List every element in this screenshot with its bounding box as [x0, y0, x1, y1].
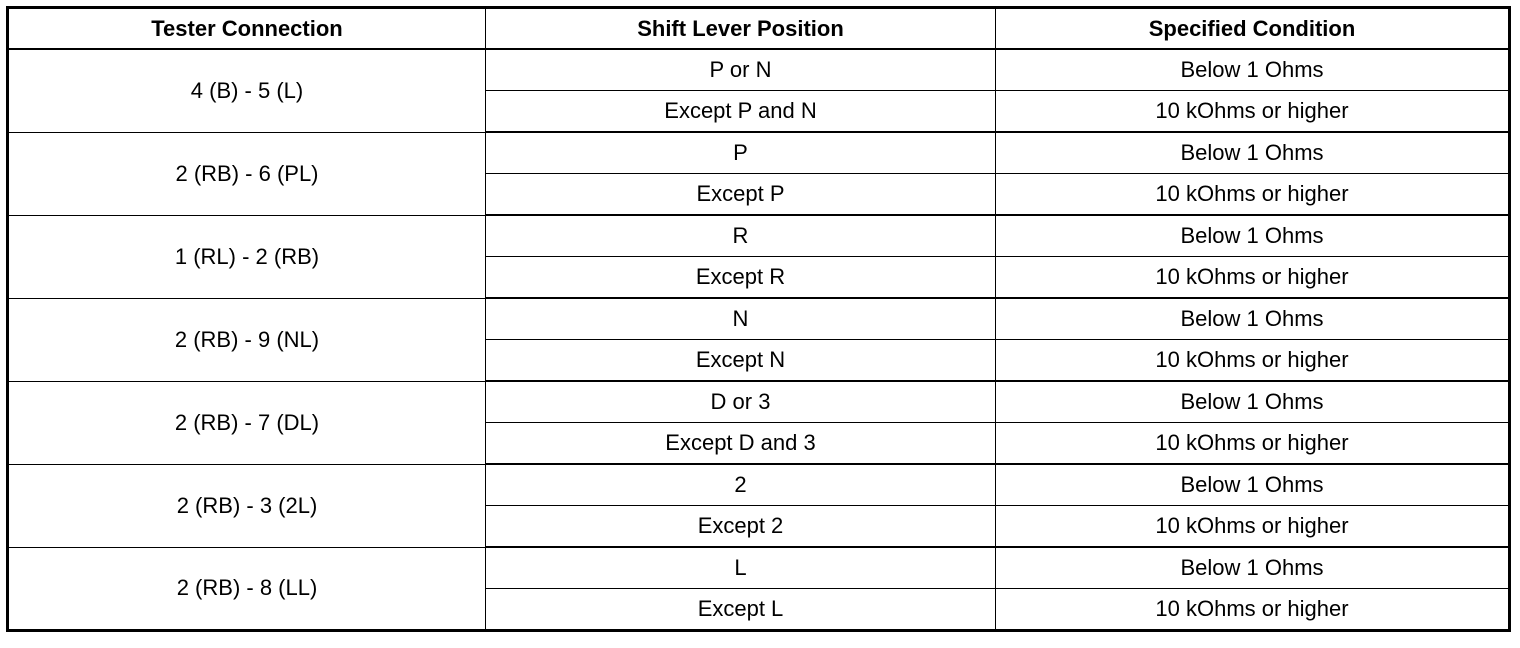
shift-lever-position-cell: N — [486, 298, 996, 340]
specified-condition-cell: 10 kOhms or higher — [996, 91, 1510, 133]
specified-condition-cell: 10 kOhms or higher — [996, 174, 1510, 216]
shift-lever-position-cell: Except N — [486, 340, 996, 382]
specified-condition-cell: Below 1 Ohms — [996, 132, 1510, 174]
shift-lever-position-cell: 2 — [486, 464, 996, 506]
column-header-specified-condition: Specified Condition — [996, 8, 1510, 50]
tester-connection-cell: 2 (RB) - 8 (LL) — [8, 547, 486, 631]
tester-connection-cell: 4 (B) - 5 (L) — [8, 49, 486, 132]
specified-condition-cell: 10 kOhms or higher — [996, 423, 1510, 465]
shift-lever-position-cell: Except L — [486, 589, 996, 631]
table-row — [8, 215, 1510, 257]
shift-lever-position-cell: Except P and N — [486, 91, 996, 133]
table-row — [8, 298, 1510, 340]
shift-lever-position-cell: D or 3 — [486, 381, 996, 423]
specified-condition-cell: Below 1 Ohms — [996, 298, 1510, 340]
tester-connection-cell: 2 (RB) - 9 (NL) — [8, 298, 486, 381]
tester-spec-table — [6, 6, 1511, 632]
shift-lever-position-cell: Except 2 — [486, 506, 996, 548]
specified-condition-cell: Below 1 Ohms — [996, 464, 1510, 506]
specified-condition-cell: Below 1 Ohms — [996, 547, 1510, 589]
column-header-shift-lever-position: Shift Lever Position — [486, 8, 996, 50]
specified-condition-cell: 10 kOhms or higher — [996, 257, 1510, 299]
tester-connection-cell: 2 (RB) - 7 (DL) — [8, 381, 486, 464]
table-row — [8, 49, 1510, 91]
specified-condition-cell: Below 1 Ohms — [996, 381, 1510, 423]
shift-lever-position-cell: P or N — [486, 49, 996, 91]
table-row — [8, 381, 1510, 423]
tester-connection-cell: 2 (RB) - 3 (2L) — [8, 464, 486, 547]
specified-condition-cell: Below 1 Ohms — [996, 215, 1510, 257]
specified-condition-cell: 10 kOhms or higher — [996, 340, 1510, 382]
shift-lever-position-cell: L — [486, 547, 996, 589]
shift-lever-position-cell: Except R — [486, 257, 996, 299]
shift-lever-position-cell: P — [486, 132, 996, 174]
shift-lever-position-cell: R — [486, 215, 996, 257]
header-row — [8, 8, 1510, 50]
tester-connection-cell: 1 (RL) - 2 (RB) — [8, 215, 486, 298]
shift-lever-position-cell: Except D and 3 — [486, 423, 996, 465]
tester-connection-cell: 2 (RB) - 6 (PL) — [8, 132, 486, 215]
specified-condition-cell: Below 1 Ohms — [996, 49, 1510, 91]
column-header-tester-connection: Tester Connection — [8, 8, 486, 50]
spec-table-container — [6, 6, 1511, 632]
table-row — [8, 464, 1510, 506]
table-row — [8, 132, 1510, 174]
shift-lever-position-cell: Except P — [486, 174, 996, 216]
specified-condition-cell: 10 kOhms or higher — [996, 589, 1510, 631]
specified-condition-cell: 10 kOhms or higher — [996, 506, 1510, 548]
table-row — [8, 547, 1510, 589]
